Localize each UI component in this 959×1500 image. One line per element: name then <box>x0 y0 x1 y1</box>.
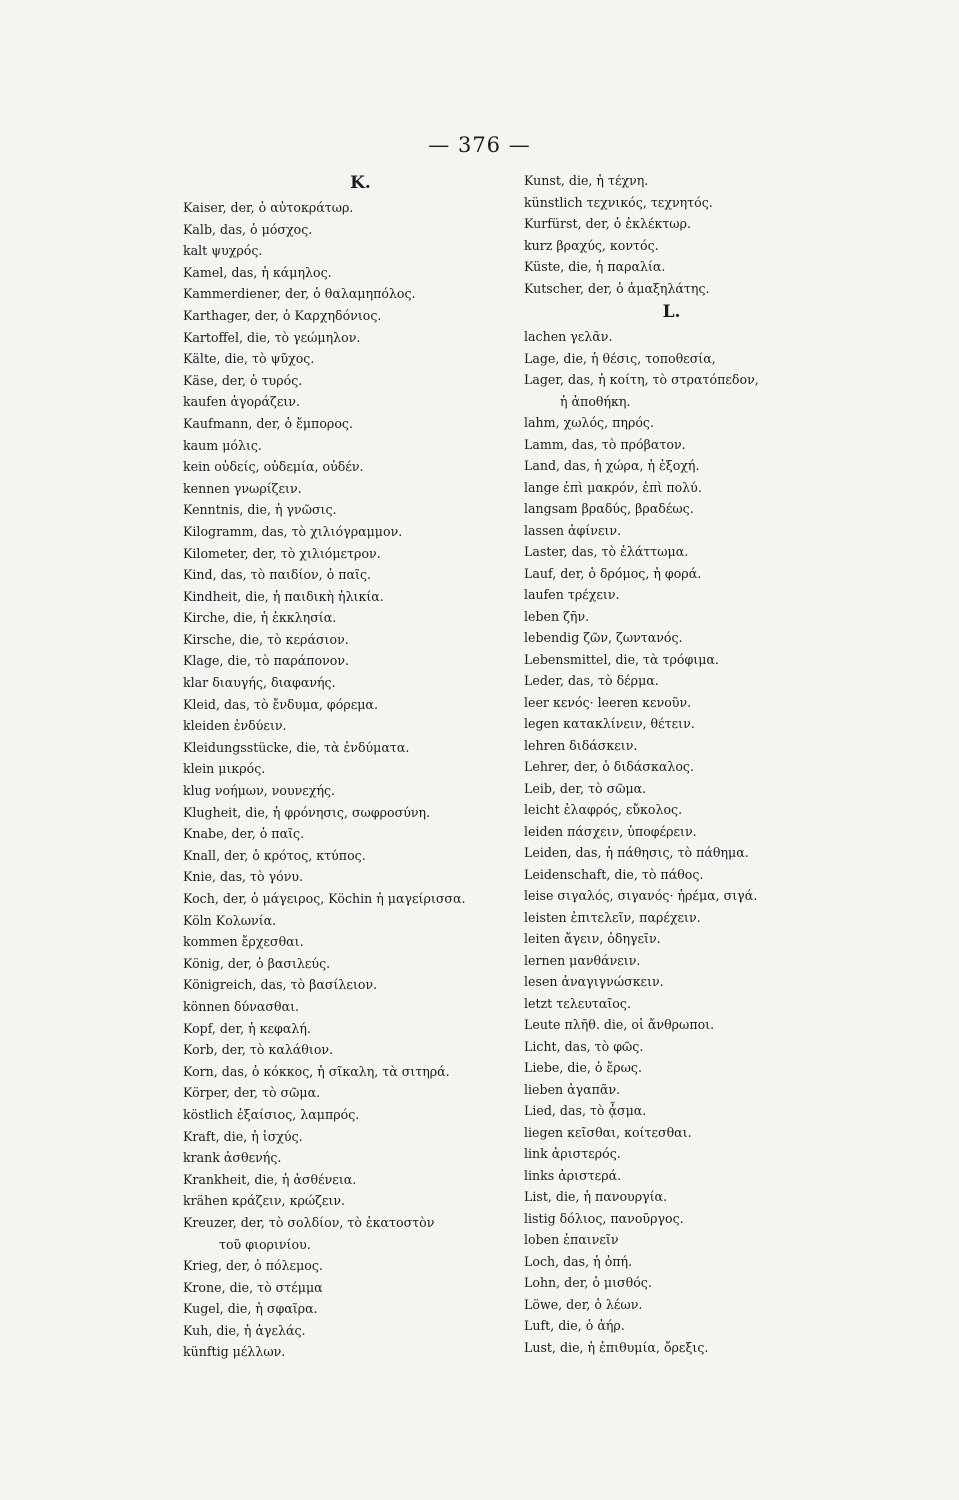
dictionary-entry: Kraft, die, ἡ ἰσχύς. <box>183 1128 303 1144</box>
dictionary-entry: König, der, ὁ βασιλεύς. <box>183 955 331 971</box>
dictionary-entry: künftig μέλλων. <box>183 1344 286 1360</box>
dictionary-entry: Knall, der, ὁ κρότος, κτύπος. <box>183 847 366 863</box>
dictionary-entry: Käse, der, ὁ τυρός. <box>183 372 303 388</box>
entry-list-l <box>524 326 809 1358</box>
right-column <box>524 170 809 1358</box>
dictionary-entry: Kamel, das, ἡ κάμηλος. <box>183 264 332 280</box>
dictionary-entry: listig δόλιος, πανοῦργος. <box>524 1210 684 1226</box>
dictionary-entry: künstlich τεχνικός, τεχνητός. <box>524 194 713 210</box>
dictionary-entry: Krieg, der, ὁ πόλεμος. <box>183 1258 323 1274</box>
dictionary-entry: leiten ἄγειν, ὁδηγεῖν. <box>524 931 661 946</box>
dictionary-entry: τοῦ φιορινίου. <box>219 1236 311 1252</box>
dictionary-entry: Kopf, der, ἡ κεφαλή. <box>183 1020 311 1036</box>
dictionary-entry: Kälte, die, τὸ ψῦχος. <box>183 351 315 367</box>
dictionary-entry: Loch, das, ἡ ὀπή. <box>524 1253 633 1269</box>
dictionary-entry: lernen μανθάνειν. <box>524 952 641 968</box>
dictionary-entry: Lohn, der, ὁ μισθός. <box>524 1275 652 1290</box>
dictionary-entry: Kartoffel, die, τὸ γεώμηλον. <box>183 329 361 345</box>
dictionary-entry: Lied, das, τὸ ᾆσμα. <box>524 1103 647 1118</box>
entry-list-k-continued <box>524 170 809 299</box>
dictionary-entry: Leidenschaft, die, τὸ πάθος. <box>524 866 704 882</box>
dictionary-entry: Koch, der, ὁ μάγειρος, Köchin ἡ μαγείρισσα. <box>183 891 466 906</box>
dictionary-entry: leer κενός· leeren κενοῦν. <box>524 694 692 710</box>
dictionary-entry: laufen τρέχειν. <box>524 587 620 602</box>
dictionary-entry: loben ἐπαινεῖν <box>524 1232 619 1247</box>
dictionary-entry: Kleid, das, τὸ ἔνδυμα, φόρεμα. <box>183 696 378 712</box>
dictionary-entry: Kindheit, die, ἡ παιδικὴ ἡλικία. <box>183 588 384 604</box>
dictionary-entry: Küste, die, ἡ παραλία. <box>524 259 666 274</box>
dictionary-entry: liegen κεῖσθαι, κοίτεσθαι. <box>524 1124 692 1140</box>
dictionary-entry: Lager, das, ἡ κοίτη, τὸ στρατόπεδον, <box>524 372 759 387</box>
dictionary-entry: lachen γελᾶν. <box>524 329 613 344</box>
dictionary-entry: klar διαυγής, διαφανής. <box>183 675 336 691</box>
dictionary-entry: Kirche, die, ἡ ἐκκλησία. <box>183 610 337 626</box>
dictionary-entry: Köln Κολωνία. <box>183 912 277 928</box>
dictionary-entry: Lust, die, ἡ ἐπιθυμία, ὄρεξις. <box>524 1339 709 1355</box>
dictionary-entry: Kuh, die, ἡ ἀγελάς. <box>183 1322 306 1338</box>
dictionary-entry: Lehrer, der, ὁ διδάσκαλος. <box>524 759 694 774</box>
dictionary-entry: Kunst, die, ἡ τέχνη. <box>524 173 649 188</box>
dictionary-entry: Kilometer, der, τὸ χιλιόμετρον. <box>183 545 381 561</box>
dictionary-entry: letzt τελευταῖος. <box>524 995 631 1011</box>
dictionary-entry: legen κατακλίνειν, θέτειν. <box>524 716 695 731</box>
dictionary-entry: Licht, das, τὸ φῶς. <box>524 1038 644 1054</box>
dictionary-entry: ἡ ἀποθήκη. <box>560 393 631 409</box>
dictionary-entry: Krone, die, τὸ στέμμα <box>183 1279 323 1295</box>
dictionary-entry: List, die, ἡ πανουργία. <box>524 1189 668 1204</box>
dictionary-entry: Kleidungsstücke, die, τὰ ἐνδύματα. <box>183 739 410 755</box>
dictionary-entry: Leute πλῆθ. die, οἱ ἄνθρωποι. <box>524 1017 715 1032</box>
dictionary-entry: kleiden ἐνδύειν. <box>183 718 287 734</box>
dictionary-entry: Leiden, das, ἡ πάθησις, τὸ πάθημα. <box>524 845 749 860</box>
dictionary-entry: Kugel, die, ἡ σφαῖρα. <box>183 1301 318 1317</box>
dictionary-entry: können δύνασθαι. <box>183 998 300 1014</box>
dictionary-entry: Kreuzer, der, τὸ σολδίον, τὸ ἑκατοστὸν <box>183 1214 435 1230</box>
dictionary-entry: Korb, der, τὸ καλάθιον. <box>183 1042 334 1058</box>
dictionary-entry: kein οὐδείς, οὐδεμία, οὐδέν. <box>183 459 364 475</box>
dictionary-entry: Kurfürst, der, ὁ ἐκλέκτωρ. <box>524 216 691 231</box>
dictionary-entry: kalt ψυχρός. <box>183 243 263 259</box>
dictionary-entry: Knabe, der, ὁ παῖς. <box>183 826 305 842</box>
dictionary-entry: lange ἐπὶ μακρόν, ἐπὶ πολύ. <box>524 479 702 495</box>
dictionary-entry: lahm, χωλός, πηρός. <box>524 415 654 430</box>
dictionary-entry: leben ζῆν. <box>524 608 590 624</box>
dictionary-entry: lieben ἀγαπᾶν. <box>524 1081 621 1097</box>
dictionary-entry: Karthager, der, ὁ Καρχηδόνιος. <box>183 307 382 323</box>
dictionary-entry: Königreich, das, τὸ βασίλειον. <box>183 977 378 993</box>
dictionary-entry: Liebe, die, ὁ ἔρως. <box>524 1060 642 1075</box>
dictionary-entry: Kenntnis, die, ἡ γνῶσις. <box>183 502 337 518</box>
dictionary-entry: köstlich ἐξαίσιος, λαμπρός. <box>183 1106 360 1122</box>
dictionary-entry: Kalb, das, ὁ μόσχος. <box>183 221 313 237</box>
dictionary-entry: Laster, das, τὸ ἐλάττωμα. <box>524 544 689 559</box>
dictionary-entry: Knie, das, τὸ γόνυ. <box>183 869 304 885</box>
dictionary-entry: Lage, die, ἡ θέσις, τοποθεσία, <box>524 350 716 366</box>
page-number: — 376 — <box>428 133 531 157</box>
dictionary-entry: Kaufmann, der, ὁ ἔμπορος. <box>183 415 353 431</box>
dictionary-entry: Korn, das, ὁ κόκκος, ἡ σῖκαλη, τὰ σιτηρά. <box>183 1063 450 1079</box>
dictionary-entry: Leder, das, τὸ δέρμα. <box>524 673 659 688</box>
dictionary-entry: klein μικρός. <box>183 761 266 777</box>
left-column <box>183 170 513 1363</box>
dictionary-entry: Kammerdiener, der, ὁ θαλαμηπόλος. <box>183 286 416 302</box>
dictionary-entry: kennen γνωρίζειν. <box>183 480 302 496</box>
dictionary-entry: kaum μόλις. <box>183 437 262 453</box>
dictionary-entry: krähen κράζειν, κρώζειν. <box>183 1193 346 1209</box>
dictionary-entry: Kind, das, τὸ παιδίον, ὁ παῖς. <box>183 567 372 583</box>
section-letter-k: K. <box>350 173 371 193</box>
section-letter-l: L. <box>662 302 681 322</box>
dictionary-entry: leicht ἐλαφρός, εὔκολος. <box>524 802 683 817</box>
dictionary-entry: Leib, der, τὸ σῶμα. <box>524 780 647 796</box>
dictionary-entry: kommen ἔρχεσθαι. <box>183 934 304 950</box>
dictionary-entry: Kilogramm, das, τὸ χιλιόγραμμον. <box>183 523 403 539</box>
dictionary-entry: Körper, der, τὸ σῶμα. <box>183 1085 321 1101</box>
dictionary-entry: Lauf, der, ὁ δρόμος, ἡ φορά. <box>524 565 702 581</box>
dictionary-entry: leisten ἐπιτελεῖν, παρέχειν. <box>524 909 701 925</box>
dictionary-entry: leise σιγαλός, σιγανός· ἠρέμα, σιγά. <box>524 888 758 903</box>
dictionary-entry: Lamm, das, τὸ πρόβατον. <box>524 436 686 452</box>
dictionary-entry: Löwe, der, ὁ λέων. <box>524 1296 643 1312</box>
dictionary-entry: klug νοήμων, νουνεχής. <box>183 783 336 799</box>
dictionary-entry: lehren διδάσκειν. <box>524 737 638 753</box>
dictionary-entry: Klage, die, τὸ παράπονον. <box>183 653 350 669</box>
dictionary-entry: krank ἀσθενής. <box>183 1150 282 1166</box>
dictionary-entry: Lebensmittel, die, τὰ τρόφιμα. <box>524 651 719 667</box>
dictionary-entry: Krankheit, die, ἡ ἀσθένεια. <box>183 1171 357 1187</box>
dictionary-entry: Kutscher, der, ὁ ἁμαξηλάτης. <box>524 280 710 296</box>
dictionary-entry: kurz βραχύς, κοντός. <box>524 237 659 253</box>
dictionary-entry: lassen ἀφίνειν. <box>524 522 622 538</box>
dictionary-entry: Kaiser, der, ὁ αὐτοκράτωρ. <box>183 200 354 215</box>
dictionary-entry: langsam βραδύς, βραδέως. <box>524 501 694 516</box>
dictionary-entry: lebendig ζῶν, ζωντανός. <box>524 630 683 645</box>
dictionary-entry: kaufen ἀγοράζειν. <box>183 394 300 410</box>
dictionary-entry: Luft, die, ὁ ἀήρ. <box>524 1318 625 1333</box>
dictionary-entry: leiden πάσχειν, ὑποφέρειν. <box>524 823 697 839</box>
dictionary-entry: Kirsche, die, τὸ κεράσιον. <box>183 631 349 647</box>
dictionary-entry: Klugheit, die, ἡ φρόνησις, σωφροσύνη. <box>183 804 431 820</box>
dictionary-entry: links ἀριστερά. <box>524 1167 622 1183</box>
dictionary-entry: lesen ἀναγιγνώσκειν. <box>524 974 664 989</box>
dictionary-entry: link ἀριστερός. <box>524 1146 621 1161</box>
dictionary-entry: Land, das, ἡ χώρα, ἡ ἐξοχή. <box>524 458 700 473</box>
entry-list-k <box>183 197 513 1363</box>
